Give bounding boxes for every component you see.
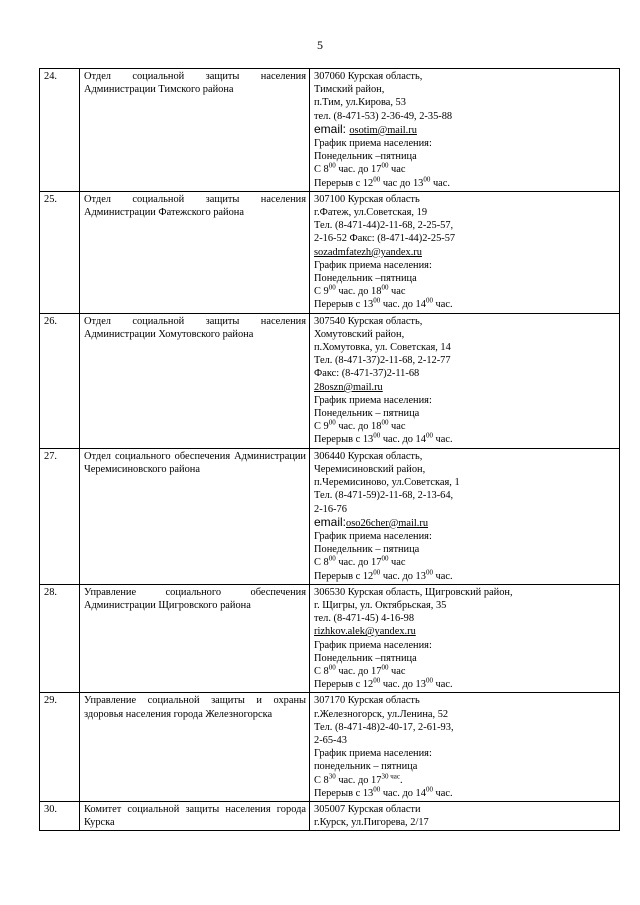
table-row — [40, 69, 620, 192]
work-hours-end: час — [388, 665, 406, 677]
work-hours — [314, 420, 616, 433]
work-hours-end: час — [388, 286, 406, 298]
break-hours-end: час. — [432, 570, 453, 582]
break-hours-end: час. — [432, 434, 453, 446]
address-line: Хомутовский район, — [314, 328, 405, 340]
work-hours-end: час — [388, 164, 406, 176]
break-hours-start: Перерыв с 12 — [314, 570, 374, 582]
schedule-title: График приема населения: — [314, 259, 432, 271]
work-hours-start-min: 00 — [328, 161, 336, 170]
address-line: Тел. (8-471-37)2-11-68, 2-12-77 — [314, 355, 451, 367]
table-row — [40, 693, 620, 802]
work-hours-end-min: 00 — [381, 418, 389, 427]
break-hours-mid: час. до 14 — [380, 434, 426, 446]
break-hours-start-min: 00 — [373, 568, 381, 577]
address-line: 307100 Курская область — [314, 193, 420, 205]
address-line: 305007 Курская области — [314, 803, 421, 815]
office-contacts — [310, 448, 620, 584]
work-hours-start-min: 30 — [328, 772, 336, 781]
row-number: 28. — [40, 584, 80, 693]
office-name: Отдел социального обеспечения Администрации Черемисиновского района — [80, 448, 310, 584]
address-line: 306440 Курская область, — [314, 450, 423, 462]
row-number: 24. — [40, 69, 80, 192]
work-hours-mid: час. до 17 — [335, 164, 382, 176]
row-number: 26. — [40, 313, 80, 448]
address-line: 2-65-43 — [314, 734, 347, 746]
address-line: г. Щигры, ул. Октябрьская, 35 — [314, 599, 447, 611]
schedule-title: График приема населения: — [314, 530, 432, 542]
break-hours-start-min: 00 — [373, 676, 381, 685]
address-line: п.Тим, ул.Кирова, 53 — [314, 97, 406, 109]
work-hours-end-min: 00 — [381, 554, 389, 563]
break-hours-end: час. — [432, 679, 453, 691]
work-hours-mid: час. до 17 — [335, 665, 382, 677]
email-link[interactable]: osotim@mail.ru — [349, 124, 417, 136]
schedule-title: График приема населения: — [314, 639, 432, 651]
office-name: Управление социального обеспечения Администрации Щигровского района — [80, 584, 310, 693]
break-hours-end-min: 00 — [425, 432, 433, 441]
break-hours-end-min: 00 — [425, 568, 433, 577]
work-hours-start: С 9 — [314, 286, 329, 298]
work-hours — [314, 774, 616, 787]
break-hours-end: час. — [430, 177, 450, 189]
address-line: тел. (8-471-45) 4-16-98 — [314, 613, 415, 625]
work-hours-mid: час. до 18 — [335, 286, 382, 298]
break-hours-start: Перерыв с 13 — [314, 787, 374, 799]
address-line: 2-16-76 — [314, 503, 347, 515]
social-protection-offices-table — [39, 68, 620, 831]
schedule-title: График приема населения: — [314, 138, 432, 150]
table-row — [40, 801, 620, 830]
work-hours — [314, 665, 616, 678]
office-name: Комитет социальной защиты населения города Курска — [80, 801, 310, 830]
office-contacts — [310, 801, 620, 830]
work-hours-mid: час. до 18 — [335, 421, 382, 433]
schedule-title: График приема населения: — [314, 394, 432, 406]
schedule-title: График приема населения: — [314, 748, 432, 760]
address-line: Черемисиновский район, — [314, 463, 426, 475]
office-name: Отдел социальной защиты населения Администрации Тимского района — [80, 69, 310, 192]
break-hours-start-min: 00 — [373, 296, 381, 305]
address-line: г.Железногорск, ул.Ленина, 52 — [314, 708, 449, 720]
office-contacts — [310, 191, 620, 313]
break-hours — [314, 678, 616, 691]
work-hours-end: час — [388, 421, 406, 433]
break-hours-end-min: 00 — [425, 785, 433, 794]
email-line — [314, 246, 616, 259]
email-line — [314, 625, 616, 638]
break-hours-mid: час. до 14 — [380, 787, 426, 799]
break-hours-start: Перерыв с 12 — [314, 679, 374, 691]
address-line: г.Фатеж, ул.Советская, 19 — [314, 207, 428, 219]
email-link[interactable]: rizhkov.alek@yandex.ru — [314, 626, 416, 638]
work-hours-start-min: 00 — [328, 418, 336, 427]
work-hours-end: час — [388, 557, 406, 569]
break-hours-start: Перерыв с 13 — [314, 434, 374, 446]
email-link[interactable]: oso26cher@mail.ru — [346, 517, 429, 529]
break-hours-start-min: 00 — [373, 432, 381, 441]
work-hours — [314, 285, 616, 298]
email-line — [314, 381, 616, 394]
page-number: 5 — [317, 38, 323, 52]
email-label: email: — [314, 514, 347, 529]
table-row — [40, 313, 620, 448]
address-line: 307170 Курская область — [314, 695, 420, 707]
email-line — [314, 123, 616, 137]
schedule-days: Понедельник –пятница — [314, 273, 417, 285]
break-hours-end: час. — [432, 787, 453, 799]
work-hours-start: С 8 — [314, 557, 329, 569]
work-hours-mid: час. до 17 — [335, 557, 382, 569]
email-line — [314, 516, 616, 530]
table-row — [40, 191, 620, 313]
break-hours — [314, 298, 616, 311]
office-name: Отдел социальной защиты населения Администрации Фатежского района — [80, 191, 310, 313]
break-hours-start-min: 00 — [373, 175, 381, 184]
office-contacts — [310, 584, 620, 693]
work-hours — [314, 556, 616, 569]
address-line: г.Курск, ул.Пигорева, 2/17 — [314, 817, 429, 829]
break-hours-mid: час. до 14 — [380, 299, 426, 311]
schedule-days: Понедельник –пятница — [314, 652, 417, 664]
break-hours — [314, 570, 616, 583]
break-hours-mid: час до 13 — [380, 177, 424, 189]
address-line: Тел. (8-471-44)2-11-68, 2-25-57, — [314, 220, 454, 232]
row-number: 29. — [40, 693, 80, 802]
address-line: 2-16-52 Факс: (8-471-44)2-25-57 — [314, 233, 456, 245]
address-line: 306530 Курская область, Щигровский район, — [314, 586, 513, 598]
row-number: 27. — [40, 448, 80, 584]
office-contacts — [310, 69, 620, 192]
work-hours-end-min: 00 — [381, 283, 389, 292]
office-contacts — [310, 693, 620, 802]
office-contacts — [310, 313, 620, 448]
work-hours-start-min: 00 — [328, 283, 336, 292]
address-line: Факс: (8-471-37)2-11-68 — [314, 368, 420, 380]
work-hours-end: . — [399, 774, 403, 786]
break-hours-mid: час. до 13 — [380, 679, 426, 691]
work-hours-start: С 8 — [314, 774, 329, 786]
break-hours — [314, 177, 616, 190]
work-hours-start: С 9 — [314, 421, 329, 433]
schedule-days: понедельник – пятница — [314, 761, 418, 773]
address-line: Тел. (8-471-48)2-40-17, 2-61-93, — [314, 721, 454, 733]
work-hours-start: С 8 — [314, 164, 329, 176]
office-name: Управление социальной защиты и охраны здоровья населения города Железногорска — [80, 693, 310, 802]
address-line: 307540 Курская область, — [314, 315, 423, 327]
table-row — [40, 584, 620, 693]
address-line: Тимский район, — [314, 84, 385, 96]
break-hours — [314, 433, 616, 446]
work-hours-end-min: 30 час — [381, 772, 400, 781]
address-line: 307060 Курская область, — [314, 71, 423, 82]
break-hours — [314, 787, 616, 800]
work-hours — [314, 163, 616, 176]
row-number: 30. — [40, 801, 80, 830]
break-hours-end-min: 00 — [423, 175, 431, 184]
schedule-days: Понедельник –пятница — [314, 151, 417, 163]
address-line: п.Черемисиново, ул.Советская, 1 — [314, 477, 460, 489]
break-hours-start-min: 00 — [373, 785, 381, 794]
schedule-days: Понедельник – пятница — [314, 408, 420, 420]
table-row — [40, 448, 620, 584]
break-hours-mid: час. до 13 — [380, 570, 426, 582]
work-hours-end-min: 00 — [381, 663, 389, 672]
address-line: п.Хомутовка, ул. Советская, 14 — [314, 342, 451, 354]
address-line: Тел. (8-471-59)2-11-68, 2-13-64, — [314, 490, 454, 502]
work-hours-start-min: 00 — [328, 663, 336, 672]
break-hours-end-min: 00 — [425, 676, 433, 685]
break-hours-end: час. — [432, 299, 453, 311]
work-hours-start: С 8 — [314, 665, 329, 677]
schedule-days: Понедельник – пятница — [314, 544, 420, 556]
break-hours-end-min: 00 — [425, 296, 433, 305]
break-hours-start: Перерыв с 13 — [314, 299, 374, 311]
address-line: тел. (8-471-53) 2-36-49, 2-35-88 — [314, 110, 453, 122]
row-number: 25. — [40, 191, 80, 313]
email-label: email: — [314, 121, 350, 136]
work-hours-end-min: 00 — [381, 161, 389, 170]
work-hours-mid: час. до 17 — [335, 774, 382, 786]
email-link[interactable]: sozadmfatezh@yandex.ru — [314, 246, 422, 258]
work-hours-start-min: 00 — [328, 554, 336, 563]
office-name: Отдел социальной защиты населения Администрации Хомутовского района — [80, 313, 310, 448]
break-hours-start: Перерыв с 12 — [314, 177, 374, 189]
email-link[interactable]: 28oszn@mail.ru — [314, 381, 383, 393]
